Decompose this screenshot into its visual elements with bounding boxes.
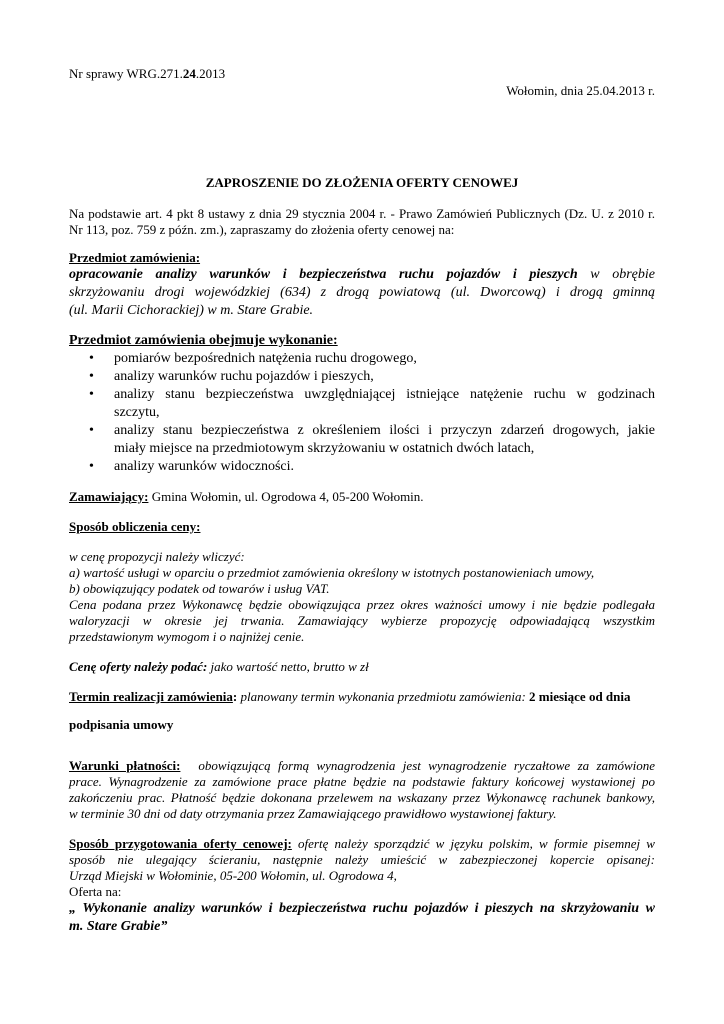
price-method-line: Cena podana przez Wykonawcę będzie obowiązująca przez okres ważności umowy i nie będzie podlegała: [69, 597, 655, 612]
case-number: [69, 66, 225, 82]
subject-bold: opracowanie analizy warunków i bezpieczeństwa ruchu pojazdów i pieszych: [69, 267, 578, 282]
intro-line: Na podstawie art. 4 pkt 8 ustawy z dnia 29 stycznia 2004 r. - Prawo Zamówień Publicznych (Dz. U. z 2010 r.: [69, 206, 655, 221]
orderer-label: Zamawiający:: [69, 489, 149, 504]
case-number-label: Nr sprawy WRG.271.: [69, 66, 183, 81]
subject-rest: w obrębie: [577, 267, 656, 282]
preparation-line: [69, 836, 655, 852]
preparation-line: Urząd Miejski w Wołominie, 05-200 Wołomin, ul. Ogrodowa 4,: [69, 868, 397, 883]
payment-line: prace. Wynagrodzenie za zamówione prace płatne będzie na podstawie faktury końcowej wystawionej po: [69, 774, 655, 789]
deadline-bold-line: podpisania umowy: [69, 717, 174, 732]
place-date: Wołomin, dnia 25.04.2013 r.: [506, 83, 655, 98]
list-item: [69, 386, 655, 422]
preparation-line: m. Stare Grabie”: [69, 919, 168, 934]
orderer-line: [69, 489, 424, 505]
preparation-label: Sposób przygotowania oferty cenowej:: [69, 836, 292, 851]
preparation-line: sposób nie ulegający ścieraniu, następnie należy umieścić w zabezpieczonej kopercie opisanej:: [69, 852, 655, 867]
list-item: [69, 422, 655, 458]
list-item-text: pomiarów bezpośrednich natężenia ruchu drogowego,: [114, 351, 417, 366]
scope-heading: Przedmiot zamówienia obejmuje wykonanie:: [69, 333, 338, 348]
deadline-line: [69, 689, 655, 705]
list-item: [69, 458, 655, 476]
list-item-text: analizy warunków ruchu pojazdów i pieszych,: [114, 369, 374, 384]
payment-line: w terminie 30 dni od daty otrzymania przez Zamawiającego prawidłowo wystawionej faktury.: [69, 806, 557, 821]
preparation-text: ofertę należy sporządzić w języku polskim, w formie pisemnej w: [291, 836, 655, 851]
list-item-text: analizy stanu bezpieczeństwa uwzględniającej istniejące natężenie ruchu w godzinach: [114, 387, 655, 402]
price-method-line: a) wartość usługi w oparciu o przedmiot zamówienia określony w istotnych postanowieniach umowy,: [69, 565, 595, 580]
deadline-section: [69, 689, 655, 733]
list-item-text: miały miejsce na przedmiotowym skrzyżowaniu w ostatnich dwóch latach,: [114, 441, 535, 456]
subject-line: (ul. Marii Cichorackiej) w m. Stare Grabie.: [69, 303, 314, 318]
page-title: ZAPROSZENIE DO ZŁOŻENIA OFERTY CENOWEJ: [205, 175, 519, 190]
bullet-icon: •: [89, 423, 94, 438]
bullet-icon: •: [89, 387, 94, 402]
intro-line: Nr 113, poz. 759 z późn. zm.), zapraszamy do złożenia oferty cenowej na:: [69, 222, 455, 237]
bullet-icon: •: [89, 459, 94, 474]
case-number-bold: 24: [182, 66, 196, 81]
price-method-heading: Sposób obliczenia ceny:: [69, 519, 201, 534]
list-item: [69, 350, 655, 368]
orderer-value: Gmina Wołomin, ul. Ogrodowa 4, 05-200 Wołomin.: [148, 489, 424, 504]
payment-line: [69, 758, 655, 774]
payment-label: Warunki płatności:: [69, 758, 181, 773]
bullet-icon: •: [89, 369, 94, 384]
list-item-text: szczytu,: [114, 405, 160, 420]
scope-list: [69, 350, 655, 476]
bullet-icon: •: [89, 351, 94, 366]
payment-line: zakończeniu prac. Płatność będzie dokonana przelewem na wskazany przez Wykonawcę rachunek bankowy,: [69, 790, 655, 805]
list-item: [69, 368, 655, 386]
price-method-line: w cenę propozycji należy wliczyć:: [69, 549, 245, 564]
price-given-line: [69, 659, 369, 675]
subject-heading: Przedmiot zamówienia:: [69, 250, 201, 265]
price-method-line: b) obowiązujący podatek od towarów i usług VAT.: [69, 581, 330, 596]
deadline-label: Termin realizacji zamówienia: [69, 689, 233, 704]
deadline-bold: 2 miesiące od dnia: [525, 689, 631, 704]
price-method-line: waloryzacji w okresie jej trwania. Zamawiający wybierze propozycję odpowiadającą wszystkim: [69, 613, 655, 628]
price-method-section: [69, 519, 655, 645]
preparation-line: Oferta na:: [69, 884, 122, 899]
list-item-text: analizy stanu bezpieczeństwa z określeniem ilości i przyczyn zdarzeń drogowych, jakie: [114, 423, 655, 438]
spacer: [69, 535, 655, 549]
case-number-suffix: .2013: [195, 66, 226, 81]
subject-section: [69, 250, 655, 320]
preparation-line: „ Wykonanie analizy warunków i bezpieczeństwa ruchu pojazdów i pieszych na skrzyżowaniu w: [69, 901, 655, 916]
payment-section: [69, 758, 655, 822]
payment-text: obowiązującą formą wynagrodzenia jest wynagrodzenie ryczałtowe za zamówione: [198, 758, 656, 773]
subject-line: [69, 266, 655, 284]
price-given-label: Cenę oferty należy podać:: [69, 659, 208, 674]
preparation-section: [69, 836, 655, 936]
price-given-value: jako wartość netto, brutto w zł: [207, 659, 369, 674]
subject-line: skrzyżowaniu drogi wojewódzkiej (634) z drogą powiatową (ul. Dworcową) i drogą gminną: [69, 285, 655, 300]
scope-section: [69, 332, 655, 476]
price-method-line: przedstawionym wymogom i o najniżej cenie.: [69, 629, 305, 644]
list-item-text: analizy warunków widoczności.: [114, 459, 294, 474]
deadline-colon: :: [232, 689, 238, 704]
deadline-text: planowany termin wykonania przedmiotu zamówienia:: [237, 689, 526, 704]
intro-paragraph: [69, 206, 655, 238]
